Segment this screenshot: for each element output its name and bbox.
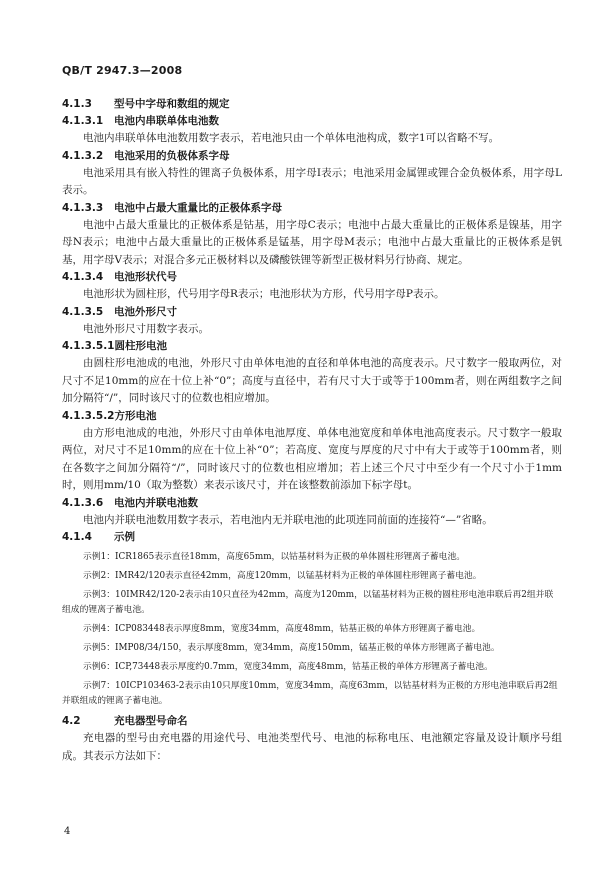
main-content bbox=[62, 96, 562, 765]
paragraph: 电池形状为圆柱形，代号用字母R表示；电池形状为方形，代号用字母P表示。 bbox=[83, 288, 445, 300]
section-number: 4.1.3.3 bbox=[62, 201, 104, 214]
section-number: 4.1.3.5 bbox=[62, 305, 104, 318]
section-heading bbox=[62, 408, 562, 425]
page-number: 4 bbox=[64, 826, 71, 837]
section-title: 电池外形尺寸 bbox=[114, 305, 177, 318]
section-heading bbox=[62, 113, 562, 130]
paragraph: 电池中占最大重量比的正极体系是钴基，用字母C表示；电池中占最大重量比的正极体系是镍基，用字母N表示；电池中占最大重量比的正极体系是锰基，用字母M表示；电池中占最大重量比的正极体系是钒基，用字母V表示；对混合多元正极材料以及磷酸铁锂等新型正极材料另行协商、规定。 bbox=[62, 218, 562, 266]
section-title: 电池形状代号 bbox=[114, 271, 177, 283]
section-number: 4.1.3.1 bbox=[62, 115, 104, 127]
section bbox=[62, 529, 562, 546]
section bbox=[62, 495, 562, 530]
paragraph: 充电器的型号由充电器的用途代号、电池类型代号、电池的标称电压、电池额定容量及设计顺序号组成。其表示方法如下： bbox=[62, 732, 562, 762]
section-heading bbox=[62, 200, 562, 217]
section bbox=[62, 304, 562, 339]
section-title: 电池中占最大重量比的正极体系字母 bbox=[114, 201, 282, 214]
section-number: 4.2 bbox=[62, 715, 81, 727]
example-item: 示例6：ICP,73448表示厚度约0.7mm，宽度34mm，高度48mm，钴基正极的单体方形锂离子蓄电池。 bbox=[83, 662, 493, 672]
section-heading bbox=[62, 338, 562, 355]
example-item: 示例2：IMR42/120表示直径42mm，高度120mm，以锰基材料为正极的单体圆柱形锂离子蓄电池。 bbox=[83, 571, 482, 581]
section-number: 4.1.3 bbox=[62, 98, 92, 110]
example-item: 示例5：IMP08/34/150，表示厚度8mm，宽34mm，高度150mm，锰基正极的单体方形锂离子蓄电池。 bbox=[83, 643, 500, 653]
paragraph: 电池内并联电池数用数字表示，若电池内无并联电池的此项连同前面的连接符“—”省略。 bbox=[83, 513, 493, 526]
section-heading bbox=[62, 529, 562, 546]
section-title: 方形电池 bbox=[114, 409, 157, 422]
section-title: 充电器型号命名 bbox=[114, 715, 188, 727]
section-title: 示例 bbox=[114, 531, 135, 543]
standard-header: QB/T 2947.3—2008 bbox=[62, 64, 183, 77]
section-heading bbox=[62, 148, 562, 165]
section-heading bbox=[62, 495, 562, 512]
section-number: 4.1.3.6 bbox=[62, 496, 104, 509]
paragraph: 由方形电池成的电池，外形尺寸由单体电池厚度、单体电池宽度和单体电池高度表示。尺寸数字一般取两位，对尺寸不足10mm的应在十位上补“0”；若高度、宽度与厚度的尺寸中有大于或等于100mm者，则在各数字之间加分隔符“/”，同时该尺寸的位数也相应增加；若上述三个尺寸中至少有一个尺寸小于1mm时，则用mm/10（取为整数）来表示该尺寸，并在该整数前添加下标字母t。 bbox=[62, 426, 562, 491]
paragraph: 电池采用具有嵌入特性的锂离子负极体系，用字母I表示；电池采用金属锂或锂合金负极体系，用字母L表示。 bbox=[62, 166, 562, 196]
section-title: 型号中字母和数组的规定 bbox=[114, 98, 230, 110]
examples bbox=[62, 550, 562, 709]
section bbox=[62, 113, 562, 148]
section-4-2 bbox=[62, 713, 562, 765]
paragraph: 电池内串联单体电池数用数字表示，若电池只由一个单体电池构成，数字1可以省略不写。 bbox=[83, 132, 500, 144]
section bbox=[62, 148, 562, 200]
section-title: 圆柱形电池 bbox=[114, 340, 167, 352]
example-item: 示例4：ICP083448表示厚度8mm，宽度34mm，高度48mm，钴基正极的单体方形锂离子蓄电池。 bbox=[83, 624, 481, 634]
section-title: 电池采用的负极体系字母 bbox=[114, 149, 230, 162]
section-number: 4.1.3.5.2 bbox=[62, 409, 115, 422]
section-heading bbox=[62, 96, 562, 113]
paragraph: 由圆柱形电池成的电池，外形尺寸由单体电池的直径和单体电池的高度表示。尺寸数字一般取两位，对尺寸不足10mm的应在十位上补“0”；高度与直径中，若有尺寸大于或等于100mm者，则在两组数字之间加分隔符“/”，同时该尺寸的位数也相应增加。 bbox=[62, 357, 562, 404]
section bbox=[62, 269, 562, 304]
section bbox=[62, 338, 562, 408]
section-number: 4.1.4 bbox=[62, 531, 92, 543]
section bbox=[62, 96, 562, 113]
section-number: 4.1.3.4 bbox=[62, 271, 104, 283]
paragraph: 电池外形尺寸用数字表示。 bbox=[83, 322, 209, 335]
section-number: 4.1.3.2 bbox=[62, 149, 104, 162]
example-item: 示例7：10ICP103463-2表示由10只厚度10mm，宽度34mm，高度63mm，以钴基材料为正极的方形电池串联后再2组并联组成的锂离子蓄电池。 bbox=[62, 681, 558, 706]
section-title: 电池内并联电池数 bbox=[114, 496, 198, 509]
sections bbox=[62, 96, 562, 546]
section-title: 电池内串联单体电池数 bbox=[114, 115, 219, 127]
example-item: 示例1：ICR1865表示直径18mm，高度65mm，以钴基材料为正极的单体圆柱形锂离子蓄电池。 bbox=[83, 552, 466, 562]
section-heading bbox=[62, 304, 562, 321]
section bbox=[62, 408, 562, 495]
section-number: 4.1.3.5.1 bbox=[62, 340, 115, 352]
section-heading bbox=[62, 713, 562, 730]
section-heading bbox=[62, 269, 562, 286]
example-item: 示例3：10IMR42/120-2表示由10只直径为42mm，高度为120mm，以锰基材料为正极的圆柱形电池串联后再2组并联组成的锂离子蓄电池。 bbox=[62, 590, 554, 615]
section bbox=[62, 200, 562, 270]
